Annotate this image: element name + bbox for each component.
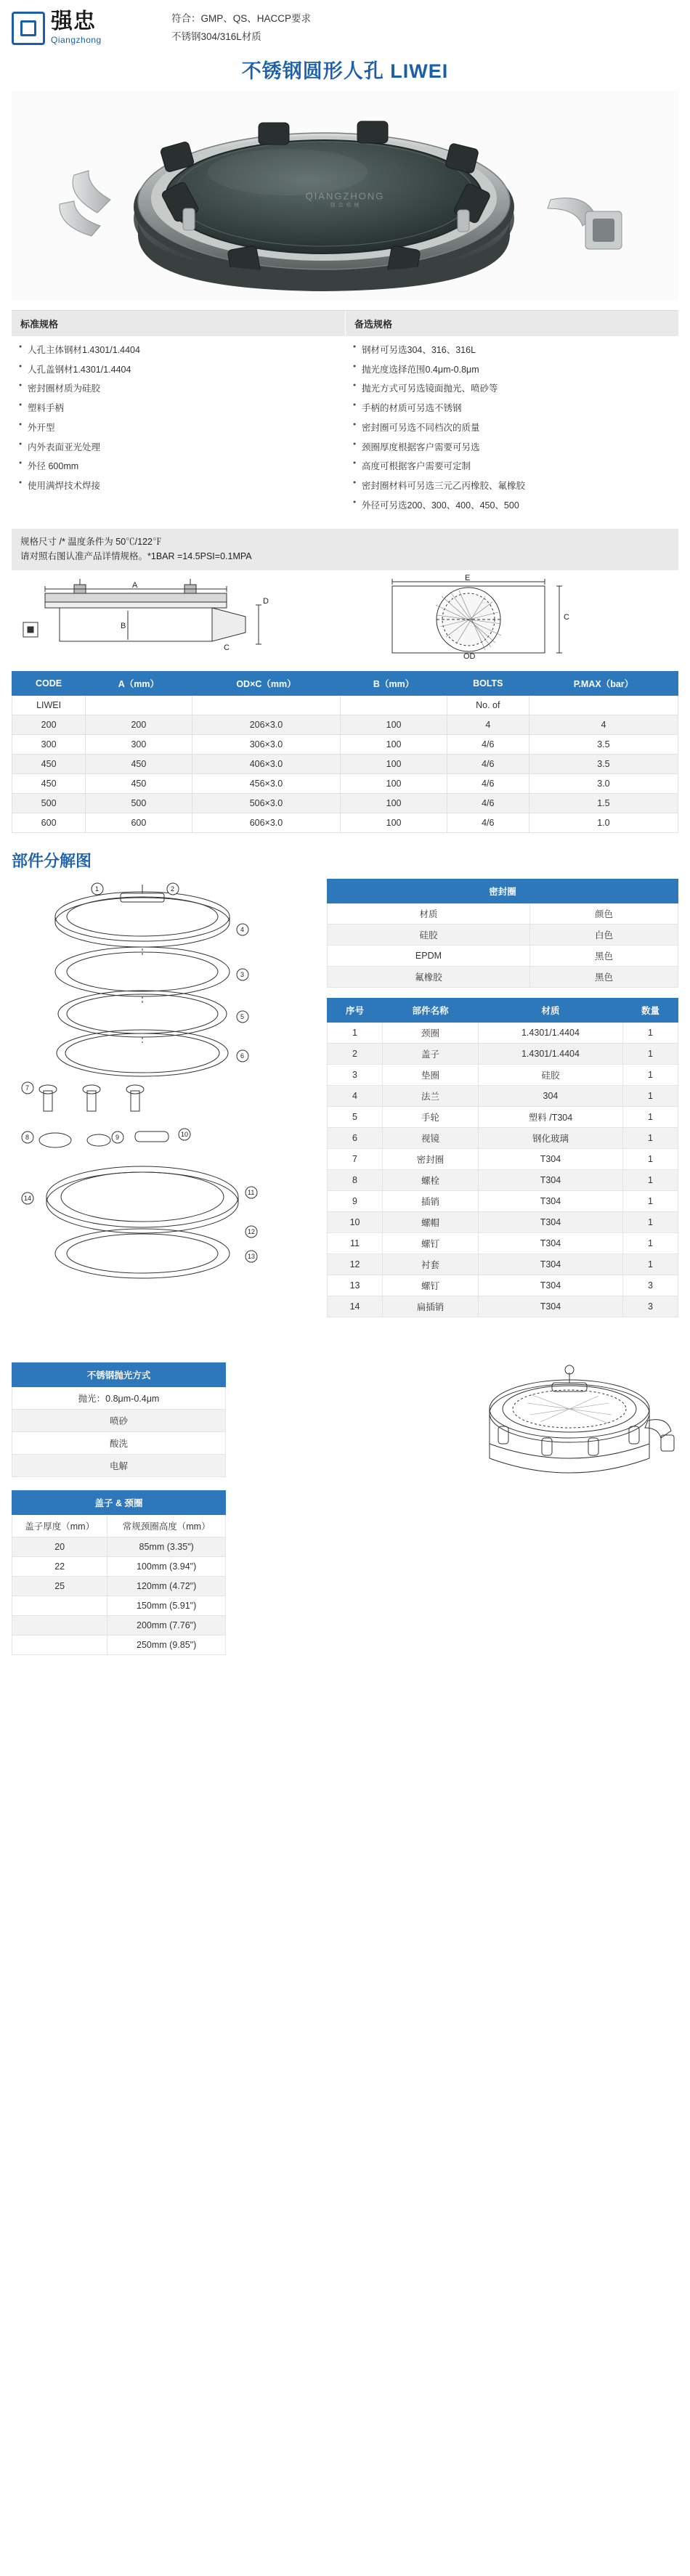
cell: 1.4301/1.4404 xyxy=(479,1043,623,1064)
cell: 视镜 xyxy=(383,1127,479,1148)
table-header-row xyxy=(12,671,678,695)
svg-text:12: 12 xyxy=(248,1227,256,1235)
logo-text-en: Qiangzhong xyxy=(51,35,102,46)
table-row xyxy=(12,1514,226,1537)
table-row xyxy=(328,1169,678,1190)
list-item: ● 外径 600mm xyxy=(12,457,345,476)
cell: 4 xyxy=(447,715,529,734)
polish-method-table xyxy=(12,1362,226,1477)
cell: T304 xyxy=(479,1169,623,1190)
cell: 扁插销 xyxy=(383,1296,479,1317)
spacer xyxy=(12,1477,226,1490)
cell: 300 xyxy=(86,734,192,754)
cover-table-title: 盖子 & 颈圈 xyxy=(12,1490,226,1514)
brand-logo xyxy=(12,11,166,45)
cell: 盖子 xyxy=(383,1043,479,1064)
cell: 白色 xyxy=(529,924,678,945)
cell: 100mm (3.94") xyxy=(107,1556,226,1576)
cell: 4/6 xyxy=(447,754,529,773)
cell: 1 xyxy=(622,1232,678,1254)
cell: 3 xyxy=(622,1296,678,1317)
size-notes xyxy=(12,529,678,570)
table-row xyxy=(328,1085,678,1106)
svg-text:E: E xyxy=(465,574,471,582)
svg-text:8: 8 xyxy=(25,1133,30,1141)
cell: 1 xyxy=(328,1022,383,1043)
cell: 100 xyxy=(341,813,447,832)
table-row xyxy=(328,1022,678,1043)
spacer xyxy=(0,1342,690,1355)
cell: 黑色 xyxy=(529,966,678,987)
cell: 黑色 xyxy=(529,945,678,966)
cell: 2 xyxy=(328,1043,383,1064)
cell: 200 xyxy=(86,715,192,734)
cell: 酸洗 xyxy=(12,1431,226,1454)
svg-text:OD: OD xyxy=(463,651,476,661)
manhole-photo-illustration xyxy=(12,91,678,300)
table-row xyxy=(328,1106,678,1127)
list-item: ● 抛光度选择范围0.4μm-0.8μm xyxy=(346,360,678,380)
cell: 3.5 xyxy=(529,734,678,754)
col-index: 序号 xyxy=(328,998,383,1022)
table-row xyxy=(12,1409,226,1431)
cell: 20 xyxy=(12,1537,107,1556)
cell: 颈圈 xyxy=(383,1022,479,1043)
svg-text:A: A xyxy=(132,580,138,590)
cell: 8 xyxy=(328,1169,383,1190)
dimensions-table xyxy=(12,671,678,833)
cell: 1 xyxy=(622,1085,678,1106)
cell: 11 xyxy=(328,1232,383,1254)
cell: 600 xyxy=(86,813,192,832)
list-item: ● 手柄的材质可另选不锈钢 xyxy=(346,399,678,418)
list-item: ● 人孔盖钢材1.4301/1.4404 xyxy=(12,360,345,380)
cell: 4/6 xyxy=(447,793,529,813)
svg-text:C: C xyxy=(564,612,569,622)
top-view-diagram xyxy=(349,574,668,662)
list-item: ● 密封圈材质为硅胶 xyxy=(12,379,345,399)
svg-text:11: 11 xyxy=(248,1188,255,1196)
svg-text:10: 10 xyxy=(181,1130,189,1138)
cell: 塑料 /T304 xyxy=(479,1106,623,1127)
cell: 1 xyxy=(622,1022,678,1043)
product-hero-image xyxy=(12,91,678,300)
table-row xyxy=(12,1537,226,1556)
explode-section xyxy=(12,879,678,1328)
list-item: ● 外开型 xyxy=(12,418,345,438)
cell: 450 xyxy=(86,773,192,793)
cell: 13 xyxy=(328,1275,383,1296)
cell: 4/6 xyxy=(447,773,529,793)
specifications-section xyxy=(12,310,678,520)
cell: 12 xyxy=(328,1254,383,1275)
list-item: ● 抛光方式可另选镜面抛光、喷砂等 xyxy=(346,379,678,399)
cell xyxy=(192,695,341,715)
cross-section-diagram xyxy=(12,574,331,662)
cell: 3 xyxy=(328,1064,383,1085)
cell: 4 xyxy=(328,1085,383,1106)
svg-text:4: 4 xyxy=(240,925,245,933)
header-certifications xyxy=(166,10,311,46)
cell: 100 xyxy=(341,773,447,793)
table-row xyxy=(12,715,678,734)
watermark-main: QIANGZHONG xyxy=(305,190,385,202)
cell: 1 xyxy=(622,1106,678,1127)
cell: 3 xyxy=(622,1275,678,1296)
table-row xyxy=(328,903,678,924)
logo-mark-icon xyxy=(12,12,45,45)
cell: T304 xyxy=(479,1148,623,1169)
col-pmax: P.MAX（bar） xyxy=(529,671,678,695)
list-item: ● 高度可根据客户需要可定制 xyxy=(346,457,678,476)
svg-text:14: 14 xyxy=(24,1194,32,1202)
svg-text:1: 1 xyxy=(95,885,100,893)
exploded-diagram xyxy=(12,879,317,1328)
col-odc: OD×C（mm） xyxy=(192,671,341,695)
parts-tables xyxy=(327,879,678,1328)
standard-spec-header: 标准规格 xyxy=(12,311,345,336)
list-item: ● 密封圈材料可另选三元乙丙橡胶、氟橡胶 xyxy=(346,476,678,496)
bottom-left-column xyxy=(12,1362,226,1655)
notes-line-2: 请对照右图认准产品详情规格。*1BAR =14.5PSI=0.1MPA xyxy=(20,551,252,562)
cell: T304 xyxy=(479,1275,623,1296)
table-row xyxy=(328,1211,678,1232)
col-b: B（mm） xyxy=(341,671,447,695)
cover-col-neck-height: 常规颈圈高度（mm） xyxy=(107,1514,226,1537)
table-row xyxy=(12,1615,226,1635)
cell: 9 xyxy=(328,1190,383,1211)
logo-text-cn: 强忠 xyxy=(51,9,96,34)
cell: 插销 xyxy=(383,1190,479,1211)
cell: 500 xyxy=(86,793,192,813)
cell: 1 xyxy=(622,1043,678,1064)
table-row xyxy=(12,1596,226,1615)
list-item: ● 内外表面亚光处理 xyxy=(12,438,345,458)
table-row xyxy=(12,773,678,793)
col-material: 材质 xyxy=(479,998,623,1022)
watermark-sub: 强 忠 机 械 xyxy=(330,203,360,208)
table-row xyxy=(12,1386,226,1409)
table-row xyxy=(328,1043,678,1064)
cell: 钢化玻璃 xyxy=(479,1127,623,1148)
cell: 200 xyxy=(12,715,86,734)
cell: 1.0 xyxy=(529,813,678,832)
cell: 硅胶 xyxy=(479,1064,623,1085)
cell xyxy=(341,695,447,715)
col-a: A（mm） xyxy=(86,671,192,695)
polish-table-title: 不锈钢抛光方式 xyxy=(12,1362,226,1386)
svg-text:2: 2 xyxy=(171,885,175,893)
col-qty: 数量 xyxy=(622,998,678,1022)
cell: 300 xyxy=(12,734,86,754)
svg-text:13: 13 xyxy=(248,1252,256,1260)
table-row xyxy=(328,1064,678,1085)
cell: 606×3.0 xyxy=(192,813,341,832)
cell: 450 xyxy=(12,754,86,773)
svg-text:B: B xyxy=(121,621,126,630)
cell: 衬套 xyxy=(383,1254,479,1275)
notes-line-1: 规格尺寸 /* 温度条件为 50℃/122℉ xyxy=(20,536,162,547)
seal-ring-table xyxy=(327,879,678,988)
list-item: ● 颈圈厚度根据客户需要可另选 xyxy=(346,438,678,458)
cell: 406×3.0 xyxy=(192,754,341,773)
cell: T304 xyxy=(479,1254,623,1275)
table-row xyxy=(328,1232,678,1254)
cell: EPDM xyxy=(328,945,530,966)
table-row xyxy=(12,1431,226,1454)
cell xyxy=(86,695,192,715)
svg-text:D: D xyxy=(263,596,269,606)
cell: 5 xyxy=(328,1106,383,1127)
cell: 螺栓 xyxy=(383,1169,479,1190)
table-row xyxy=(12,793,678,813)
svg-text:C: C xyxy=(224,643,230,652)
svg-text:6: 6 xyxy=(240,1052,245,1060)
cell: 150mm (5.91") xyxy=(107,1596,226,1615)
cell: 200mm (7.76") xyxy=(107,1615,226,1635)
cell: 600 xyxy=(12,813,86,832)
list-item: ● 人孔主体钢材1.4301/1.4404 xyxy=(12,341,345,360)
cell xyxy=(529,695,678,715)
table-row xyxy=(328,1190,678,1211)
cell: 304 xyxy=(479,1085,623,1106)
cell: 306×3.0 xyxy=(192,734,341,754)
cell: 14 xyxy=(328,1296,383,1317)
cell: 密封圈 xyxy=(383,1148,479,1169)
table-row xyxy=(12,1635,226,1654)
cell: 100 xyxy=(341,734,447,754)
cell: 1 xyxy=(622,1254,678,1275)
cell: 450 xyxy=(12,773,86,793)
cell: T304 xyxy=(479,1232,623,1254)
cover-col-thickness: 盖子厚度（mm） xyxy=(12,1514,107,1537)
cell: 100 xyxy=(341,715,447,734)
cell: 硅胶 xyxy=(328,924,530,945)
cell: 120mm (4.72") xyxy=(107,1576,226,1596)
table-row xyxy=(328,966,678,987)
cell: 22 xyxy=(12,1556,107,1576)
seal-col-color: 颜色 xyxy=(529,903,678,924)
table-row xyxy=(12,734,678,754)
optional-spec-list xyxy=(346,336,678,520)
cell: 100 xyxy=(341,793,447,813)
bottom-section xyxy=(12,1362,678,1655)
cell: 7 xyxy=(328,1148,383,1169)
header-line-1: 符合：GMP、QS、HACCP要求 xyxy=(171,13,312,24)
cell: 1 xyxy=(622,1127,678,1148)
cell: 3.0 xyxy=(529,773,678,793)
table-row xyxy=(328,1148,678,1169)
table-row xyxy=(12,1454,226,1476)
optional-spec-header: 备选规格 xyxy=(346,311,678,336)
table-row xyxy=(328,1296,678,1317)
seal-col-material: 材质 xyxy=(328,903,530,924)
assembly-side-drawing xyxy=(460,1362,678,1537)
cell: 456×3.0 xyxy=(192,773,341,793)
table-row xyxy=(328,924,678,945)
table-header-row xyxy=(12,1362,226,1386)
cell: 450 xyxy=(86,754,192,773)
standard-spec-column xyxy=(12,311,345,520)
cell: 电解 xyxy=(12,1454,226,1476)
page-title: 不锈钢圆形人孔 LIWEI xyxy=(241,60,449,82)
technical-drawings-row xyxy=(12,574,678,665)
cell: 螺钉 xyxy=(383,1232,479,1254)
cell: T304 xyxy=(479,1296,623,1317)
cover-neck-table xyxy=(12,1490,226,1655)
table-row xyxy=(328,1275,678,1296)
cell: 500 xyxy=(12,793,86,813)
cell: 4/6 xyxy=(447,813,529,832)
table-row xyxy=(12,1556,226,1576)
table-header-row xyxy=(328,879,678,903)
cell: 螺帽 xyxy=(383,1211,479,1232)
explode-section-title: 部件分解图 xyxy=(12,851,92,870)
cell: 85mm (3.35") xyxy=(107,1537,226,1556)
cell: 206×3.0 xyxy=(192,715,341,734)
cell xyxy=(12,1596,107,1615)
cell: T304 xyxy=(479,1190,623,1211)
list-item: ● 使用满焊技术焊接 xyxy=(12,476,345,496)
bottom-right-drawing xyxy=(460,1362,678,1540)
table-row xyxy=(12,1576,226,1596)
top-view-drawing xyxy=(349,574,678,665)
list-item: ● 塑料手柄 xyxy=(12,399,345,418)
table-row xyxy=(12,695,678,715)
cell: 4/6 xyxy=(447,734,529,754)
cell: 10 xyxy=(328,1211,383,1232)
cell: 1.4301/1.4404 xyxy=(479,1022,623,1043)
exploded-parts-illustration xyxy=(12,879,317,1285)
list-item: ● 钢材可另选304、316、316L xyxy=(346,341,678,360)
cell: 垫圈 xyxy=(383,1064,479,1085)
col-part-name: 部件名称 xyxy=(383,998,479,1022)
svg-text:7: 7 xyxy=(25,1084,30,1092)
cell: 手轮 xyxy=(383,1106,479,1127)
cell: 1 xyxy=(622,1064,678,1085)
cell: 506×3.0 xyxy=(192,793,341,813)
svg-text:5: 5 xyxy=(240,1012,245,1020)
cell: 1 xyxy=(622,1211,678,1232)
cell: T304 xyxy=(479,1211,623,1232)
list-item: ● 密封圈可另选不同档次的质量 xyxy=(346,418,678,438)
cell xyxy=(12,1635,107,1654)
col-bolts: BOLTS xyxy=(447,671,529,695)
cell: 抛光：0.8μm-0.4μm xyxy=(12,1386,226,1409)
table-row xyxy=(328,1254,678,1275)
cell: 3.5 xyxy=(529,754,678,773)
table-row xyxy=(328,1127,678,1148)
section-view-drawing xyxy=(12,574,341,665)
cell: LIWEI xyxy=(12,695,86,715)
list-item: ● 外径可另选200、300、400、450、500 xyxy=(346,496,678,516)
cell: 100 xyxy=(341,754,447,773)
svg-text:3: 3 xyxy=(240,970,245,978)
standard-spec-list xyxy=(12,336,345,500)
cell: No. of xyxy=(447,695,529,715)
cell: 4 xyxy=(529,715,678,734)
cell: 螺钉 xyxy=(383,1275,479,1296)
table-row xyxy=(12,813,678,832)
cell: 法兰 xyxy=(383,1085,479,1106)
table-header-row xyxy=(12,1490,226,1514)
cell: 250mm (9.85") xyxy=(107,1635,226,1654)
cell: 1 xyxy=(622,1169,678,1190)
optional-spec-column xyxy=(345,311,678,520)
cell: 1.5 xyxy=(529,793,678,813)
page-header xyxy=(0,0,690,54)
cell: 1 xyxy=(622,1148,678,1169)
cell: 25 xyxy=(12,1576,107,1596)
cell: 6 xyxy=(328,1127,383,1148)
table-header-row xyxy=(328,998,678,1022)
seal-table-title: 密封圈 xyxy=(328,879,678,903)
col-code: CODE xyxy=(12,671,86,695)
cell: 1 xyxy=(622,1190,678,1211)
svg-text:9: 9 xyxy=(115,1133,120,1141)
cell: 氟橡胶 xyxy=(328,966,530,987)
header-line-2: 不锈钢304/316L材质 xyxy=(171,31,261,42)
cell xyxy=(12,1615,107,1635)
cell: 喷砂 xyxy=(12,1409,226,1431)
table-row xyxy=(328,945,678,966)
table-row xyxy=(12,754,678,773)
parts-list-table xyxy=(327,998,678,1317)
